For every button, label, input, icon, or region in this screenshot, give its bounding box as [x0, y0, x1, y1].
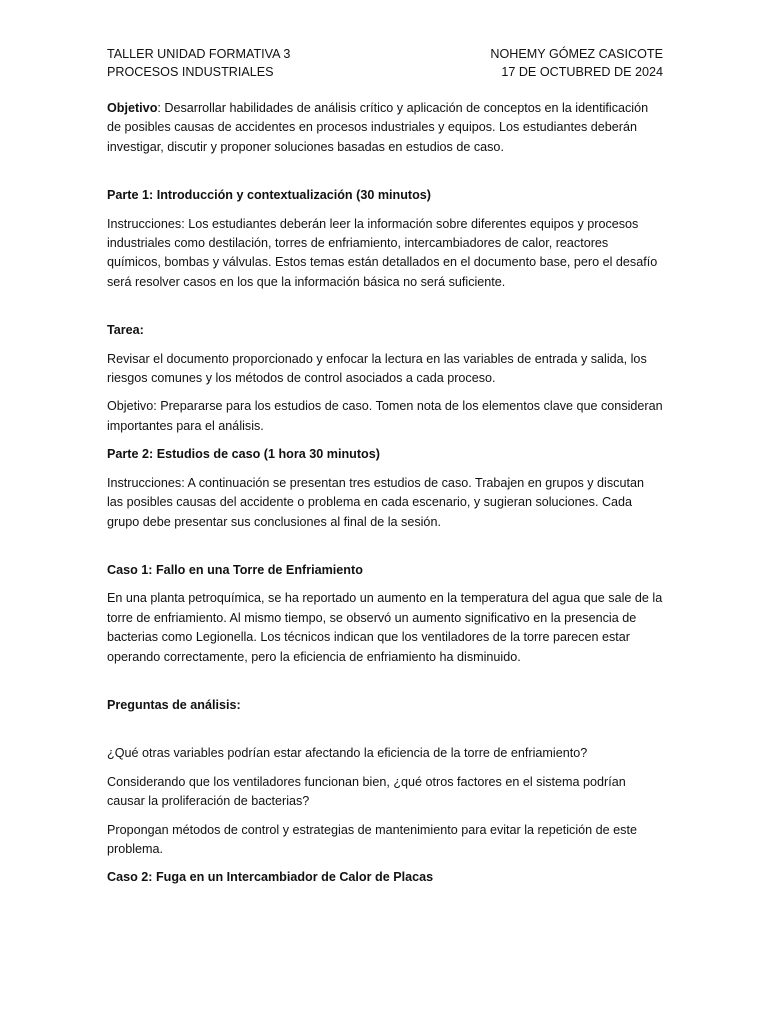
- case1-questions-title: Preguntas de análisis:: [107, 697, 241, 712]
- course-title: TALLER UNIDAD FORMATIVA 3: [107, 47, 291, 61]
- case2-title: Caso 2: Fuga en un Intercambiador de Calor de Placas: [107, 870, 434, 885]
- task-objective: Objetivo: Prepararse para los estudios de caso. Tomen nota de los elementos clave que consideran importantes para el análisis.: [107, 399, 663, 433]
- part2-instructions: Instrucciones: A continuación se presentan tres estudios de caso. Trabajen en grupos y discutan las posibles causas del accidente o problema en cada escenario, y sugieran soluciones. Cada grupo debe presentar sus conclusiones al final de la sesión.: [107, 475, 644, 529]
- part1-title: Parte 1: Introducción y contextualización (30 minutos): [107, 188, 431, 203]
- case1-question-3: Propongan métodos de control y estrategias de mantenimiento para evitar la repetición de este problema.: [107, 822, 637, 856]
- document-date: 17 DE OCTUBRED DE 2024: [501, 65, 663, 79]
- objective-paragraph: [107, 99, 663, 157]
- case1-question-1: ¿Qué otras variables podrían estar afectando la eficiencia de la torre de enfriamiento?: [107, 746, 588, 761]
- case1-title: Caso 1: Fallo en una Torre de Enfriamiento: [107, 562, 363, 577]
- objective-label: Objetivo: [107, 101, 158, 115]
- part2-title: Parte 2: Estudios de caso (1 hora 30 minutos): [107, 447, 380, 462]
- author-name: NOHEMY GÓMEZ CASICOTE: [490, 47, 663, 61]
- task-title: Tarea:: [107, 323, 144, 338]
- case1-text: En una planta petroquímica, se ha reportado un aumento en la temperatura del agua que sale de la torre de enfriamiento. Al mismo tiempo, se observó un aumento significativo en la presencia de bacterias como Legionella. Los técnicos indican que los ventiladores de la torre parecen estar operando correctamente, pero la eficiencia de enfriamiento ha disminuido.: [107, 591, 663, 664]
- document-header: [107, 45, 663, 81]
- objective-text: : Desarrollar habilidades de análisis crítico y aplicación de conceptos en la identificación de posibles causas de accidentes en procesos industriales y equipos. Los estudiantes deberán investigar, discutir y proponer soluciones basadas en estudios de caso.: [107, 101, 649, 154]
- header-right: [490, 45, 663, 81]
- task-text: Revisar el documento proporcionado y enfocar la lectura en las variables de entrada y salida, los riesgos comunes y los métodos de control asociados a cada proceso.: [107, 351, 647, 386]
- document-content: [107, 45, 663, 888]
- course-subject: PROCESOS INDUSTRIALES: [107, 65, 274, 79]
- case1-question-2: Considerando que los ventiladores funcionan bien, ¿qué otros factores en el sistema podrían causar la proliferación de bacterias?: [107, 774, 626, 809]
- header-left: [107, 45, 290, 81]
- part1-instructions: Instrucciones: Los estudiantes deberán leer la información sobre diferentes equipos y procesos industriales como destilación, torres de enfriamiento, intercambiadores de calor, reactores químicos, bombas y válvulas. Estos temas están detallados en el documento base, pero el desafío será resolver casos en los que la información básica no será suficiente.: [107, 216, 658, 289]
